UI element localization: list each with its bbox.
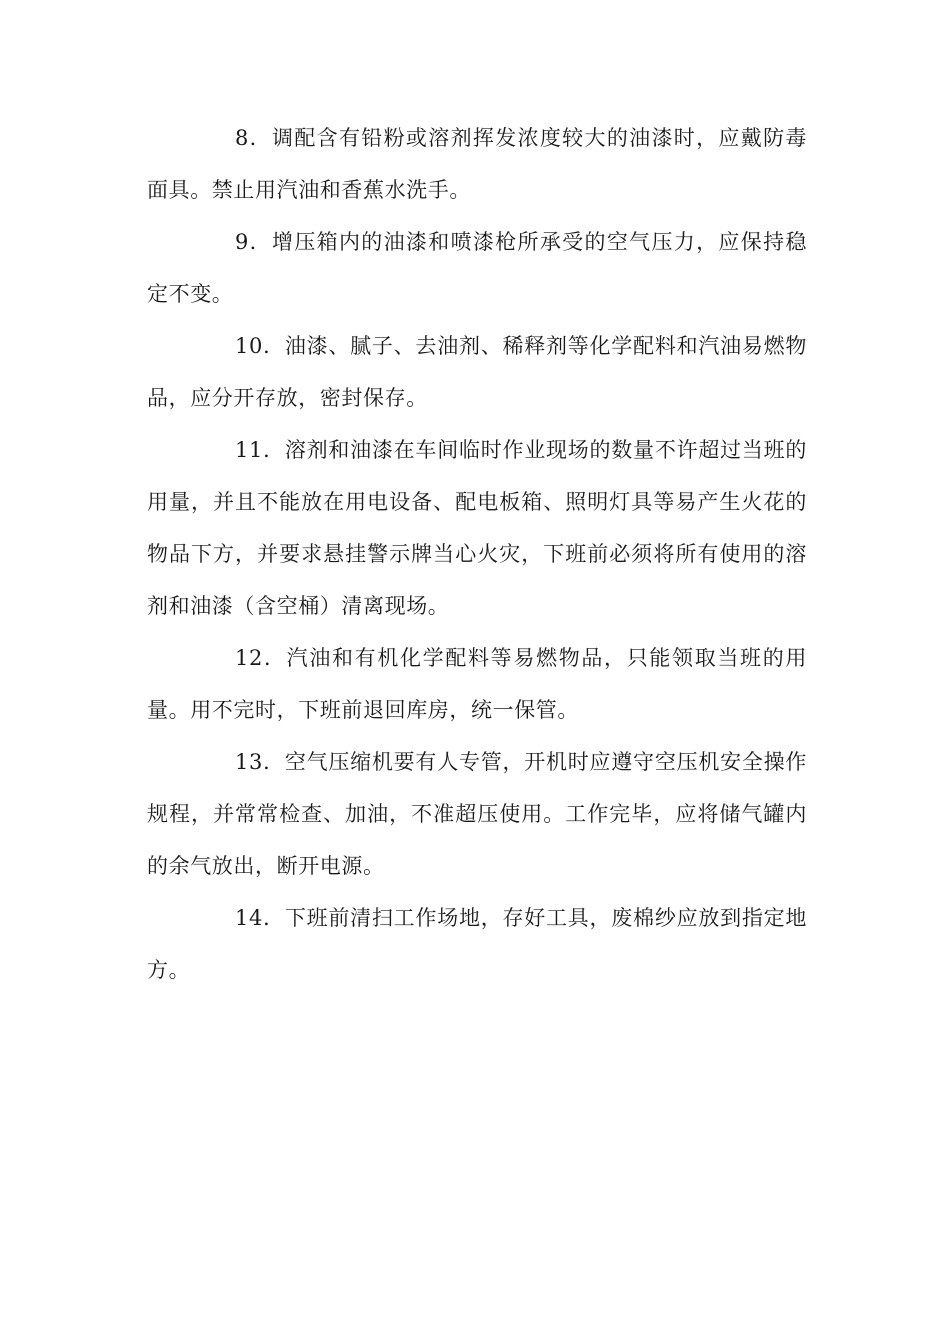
paragraph-item-10: 10．油漆、腻子、去油剂、稀释剂等化学配料和汽油易燃物品，应分开存放，密封保存。 [147,334,807,410]
paragraph-item-11: 11．溶剂和油漆在车间临时作业现场的数量不许超过当班的用量，并且不能放在用电设备、配电板箱、照明灯具等易产生火花的物品下方，并要求悬挂警示牌当心火灾，下班前必须将所有使用的溶剂和油漆（含空桶）清离现场。 [147,438,807,618]
paragraph-item-14: 14．下班前清扫工作场地，存好工具，废棉纱应放到指定地方。 [147,906,807,982]
paragraph-item-8: 8．调配含有铅粉或溶剂挥发浓度较大的油漆时，应戴防毒面具。禁止用汽油和香蕉水洗手。 [147,126,807,202]
paragraph-item-13: 13．空气压缩机要有人专管，开机时应遵守空压机安全操作规程，并常常检查、加油，不准超压使用。工作完毕，应将储气罐内的余气放出，断开电源。 [147,750,807,878]
paragraph-item-12: 12．汽油和有机化学配料等易燃物品，只能领取当班的用量。用不完时，下班前退回库房，统一保管。 [147,646,807,722]
document-body [147,112,807,996]
paragraph-item-9: 9．增压箱内的油漆和喷漆枪所承受的空气压力，应保持稳定不变。 [147,230,807,306]
